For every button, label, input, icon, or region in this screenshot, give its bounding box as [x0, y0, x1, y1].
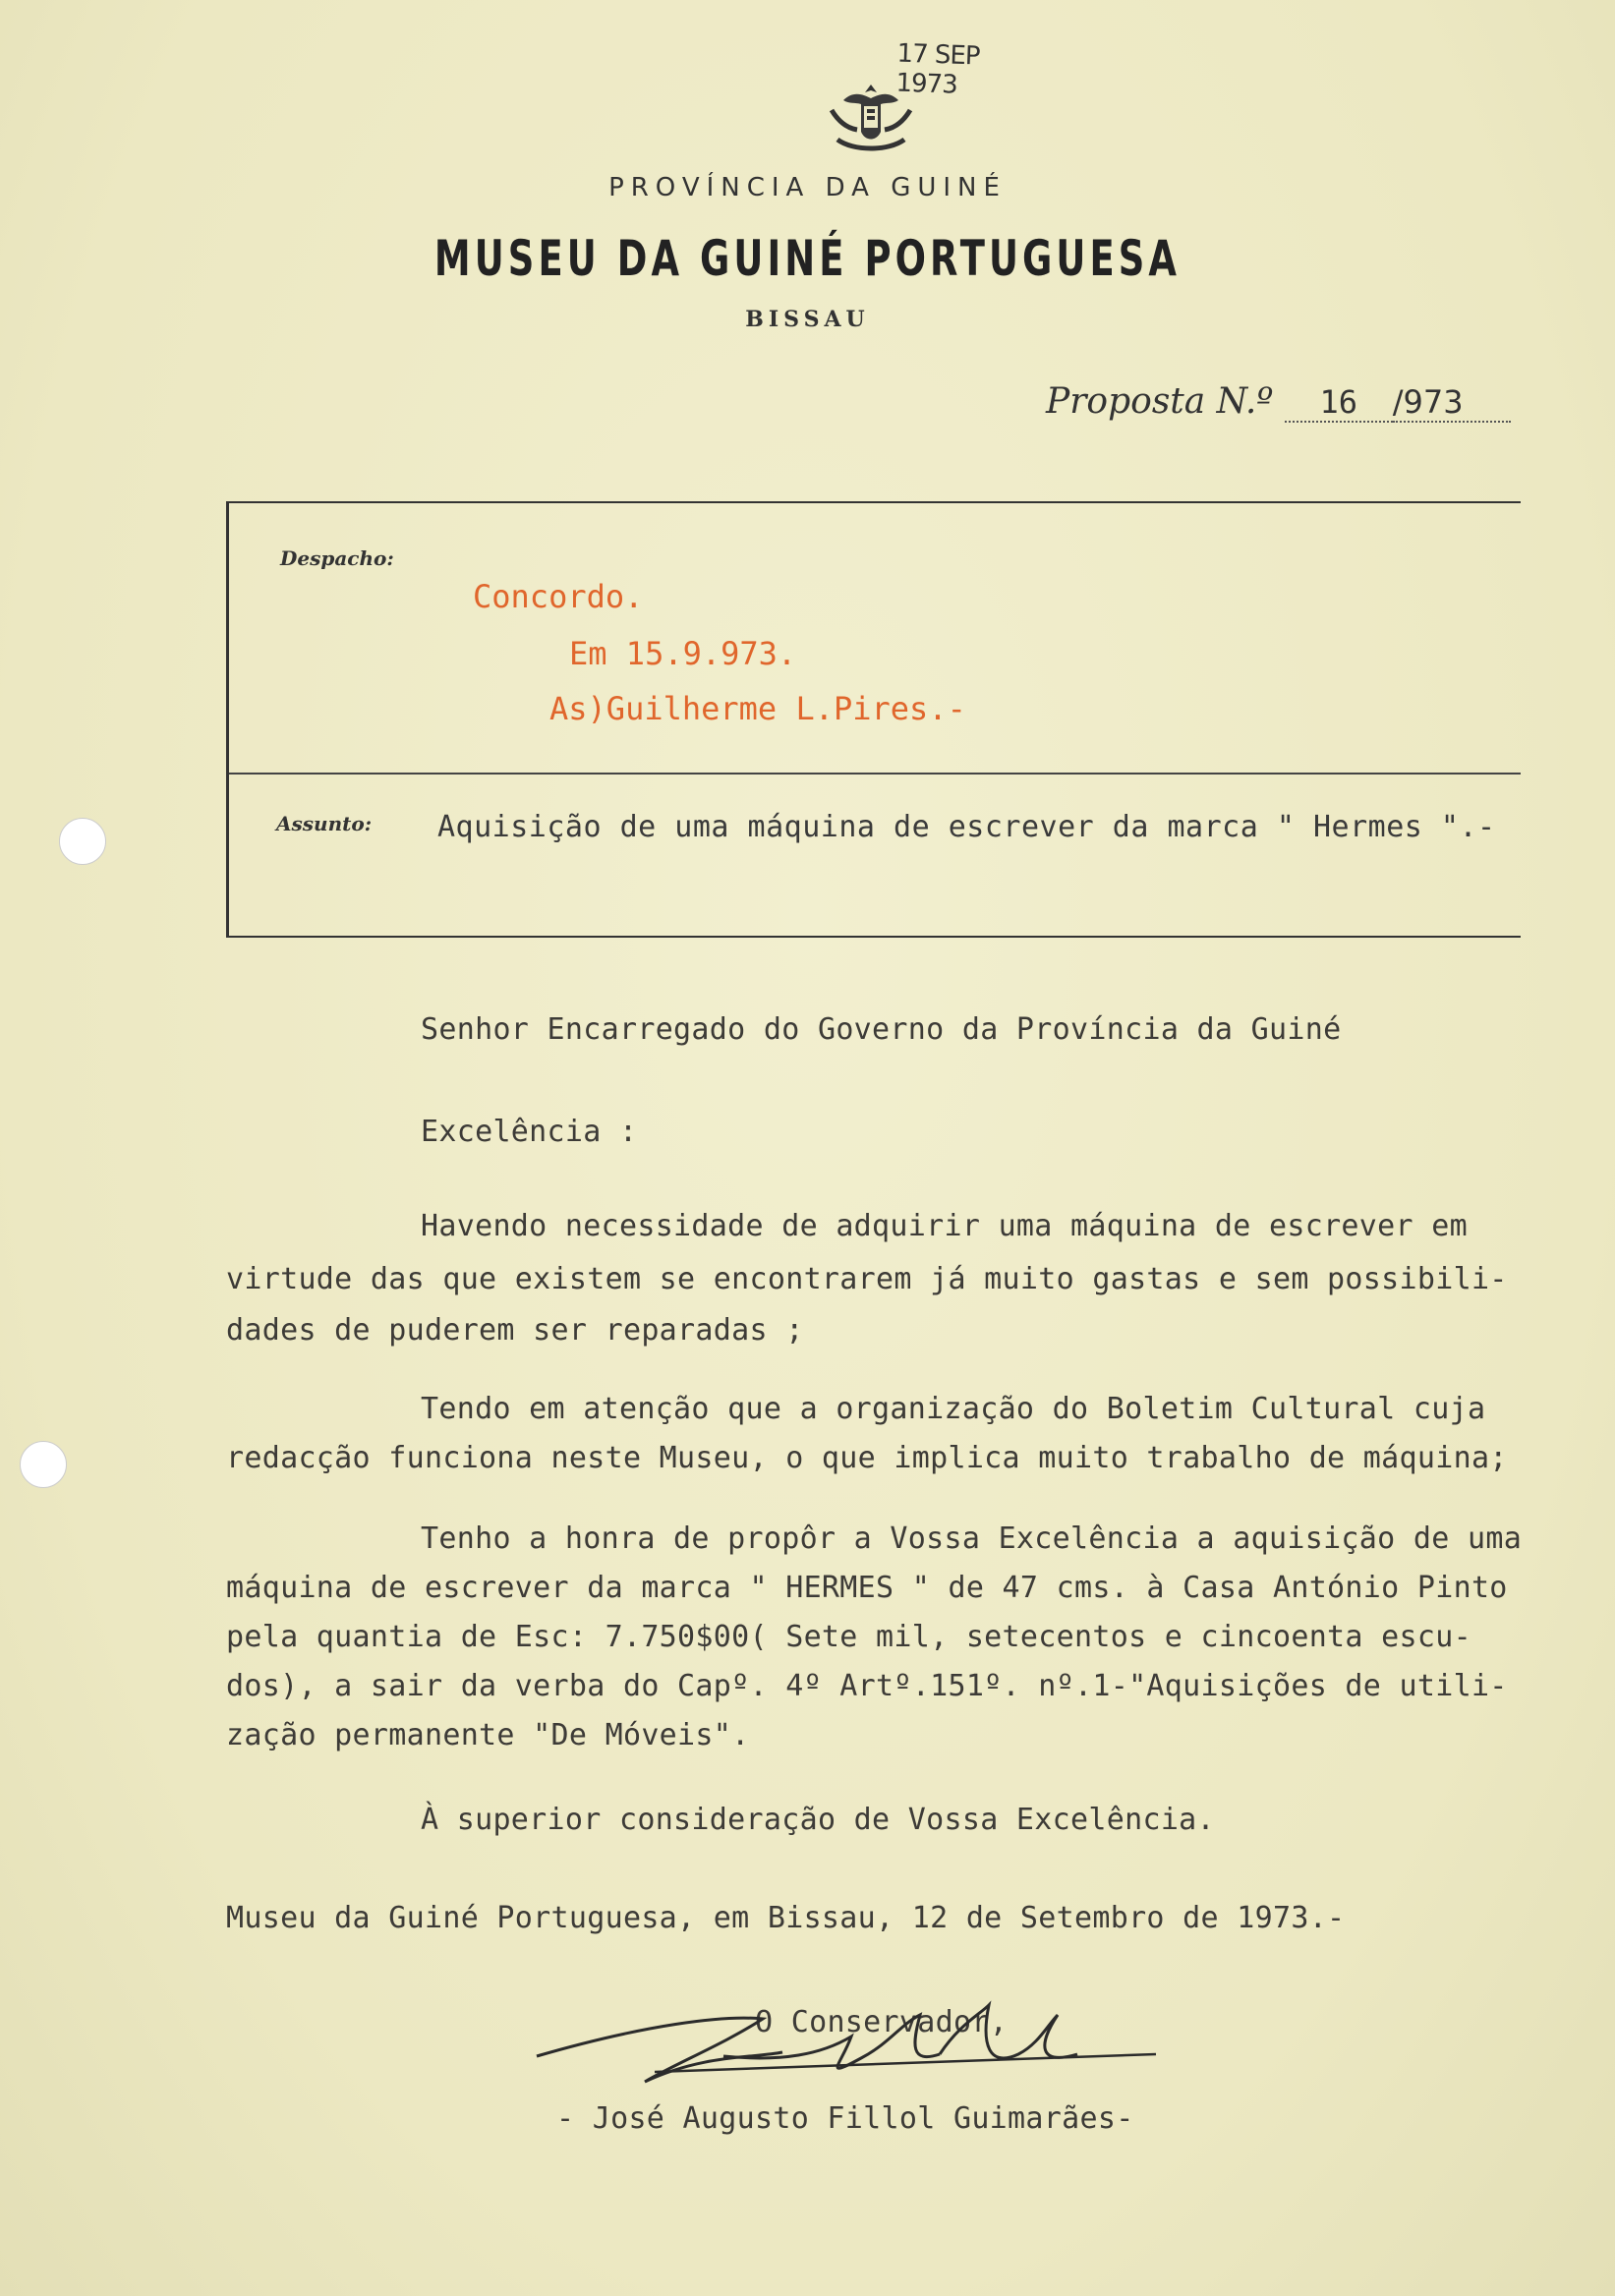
handwritten-signature — [527, 1985, 1166, 2103]
subject-text: Aquisição de uma máquina de escrever da marca " Hermes ".- — [437, 810, 1496, 844]
proposal-number — [1046, 381, 1511, 423]
salutation: Senhor Encarregado do Governo da Província da Guiné — [421, 1012, 1342, 1047]
museum-title: MUSEU DA GUINÉ PORTUGUESA — [433, 230, 1182, 287]
signatory-name: - José Augusto Fillol Guimarães- — [556, 2101, 1134, 2136]
dispatch-line: As)Guilherme L.Pires.- — [549, 690, 966, 727]
paragraph-line: Tenho a honra de propôr a Vossa Excelência a aquisição de uma — [421, 1521, 1523, 1556]
greeting: Excelência : — [421, 1115, 638, 1149]
proposal-label: Proposta N.º — [1046, 381, 1274, 422]
paragraph-line: máquina de escrever da marca " HERMES " de 47 cms. à Casa António Pinto — [226, 1571, 1508, 1605]
paragraph-line: dades de puderem ser reparadas ; — [226, 1313, 804, 1348]
place-date-line: Museu da Guiné Portuguesa, em Bissau, 12 de Setembro de 1973.- — [226, 1901, 1346, 1935]
signatory-title: O Conservador, — [755, 2005, 1009, 2039]
box-divider — [229, 773, 1521, 775]
paragraph-line: zação permanente "De Móveis". — [226, 1718, 750, 1752]
proposal-year: /973 — [1393, 383, 1511, 423]
city-heading: BISSAU — [745, 307, 870, 332]
province-heading: PROVÍNCIA DA GUINÉ — [608, 173, 1007, 202]
paragraph-line: redacção funciona neste Museu, o que implica muito trabalho de máquina; — [226, 1441, 1508, 1475]
dispatch-line: Concordo. — [473, 578, 644, 615]
paragraph-line: dos), a sair da verba do Capº. 4º Artº.151º. nº.1-"Aquisições de utili- — [226, 1669, 1508, 1703]
dispatch-label: Despacho: — [280, 546, 394, 570]
paragraph-line: Tendo em atenção que a organização do Boletim Cultural cuja — [421, 1392, 1486, 1426]
dispatch-line: Em 15.9.973. — [569, 635, 797, 672]
subject-label: Assunto: — [276, 812, 373, 835]
punch-hole — [59, 818, 106, 865]
coat-of-arms-icon — [824, 81, 918, 159]
paragraph-line: virtude das que existem se encontrarem já muito gastas e sem possibili- — [226, 1262, 1508, 1296]
closing-line: À superior consideração de Vossa Excelência. — [421, 1803, 1215, 1837]
punch-hole — [20, 1441, 67, 1488]
proposal-number-value: 16 — [1285, 383, 1393, 423]
paragraph-line: Havendo necessidade de adquirir uma máquina de escrever em — [421, 1209, 1468, 1243]
paragraph-line: pela quantia de Esc: 7.750$00( Sete mil, setecentos e cincoenta escu- — [226, 1620, 1471, 1654]
dispatch-box — [226, 501, 1521, 938]
date-stamp: 17 SEP 1973 — [894, 38, 981, 100]
